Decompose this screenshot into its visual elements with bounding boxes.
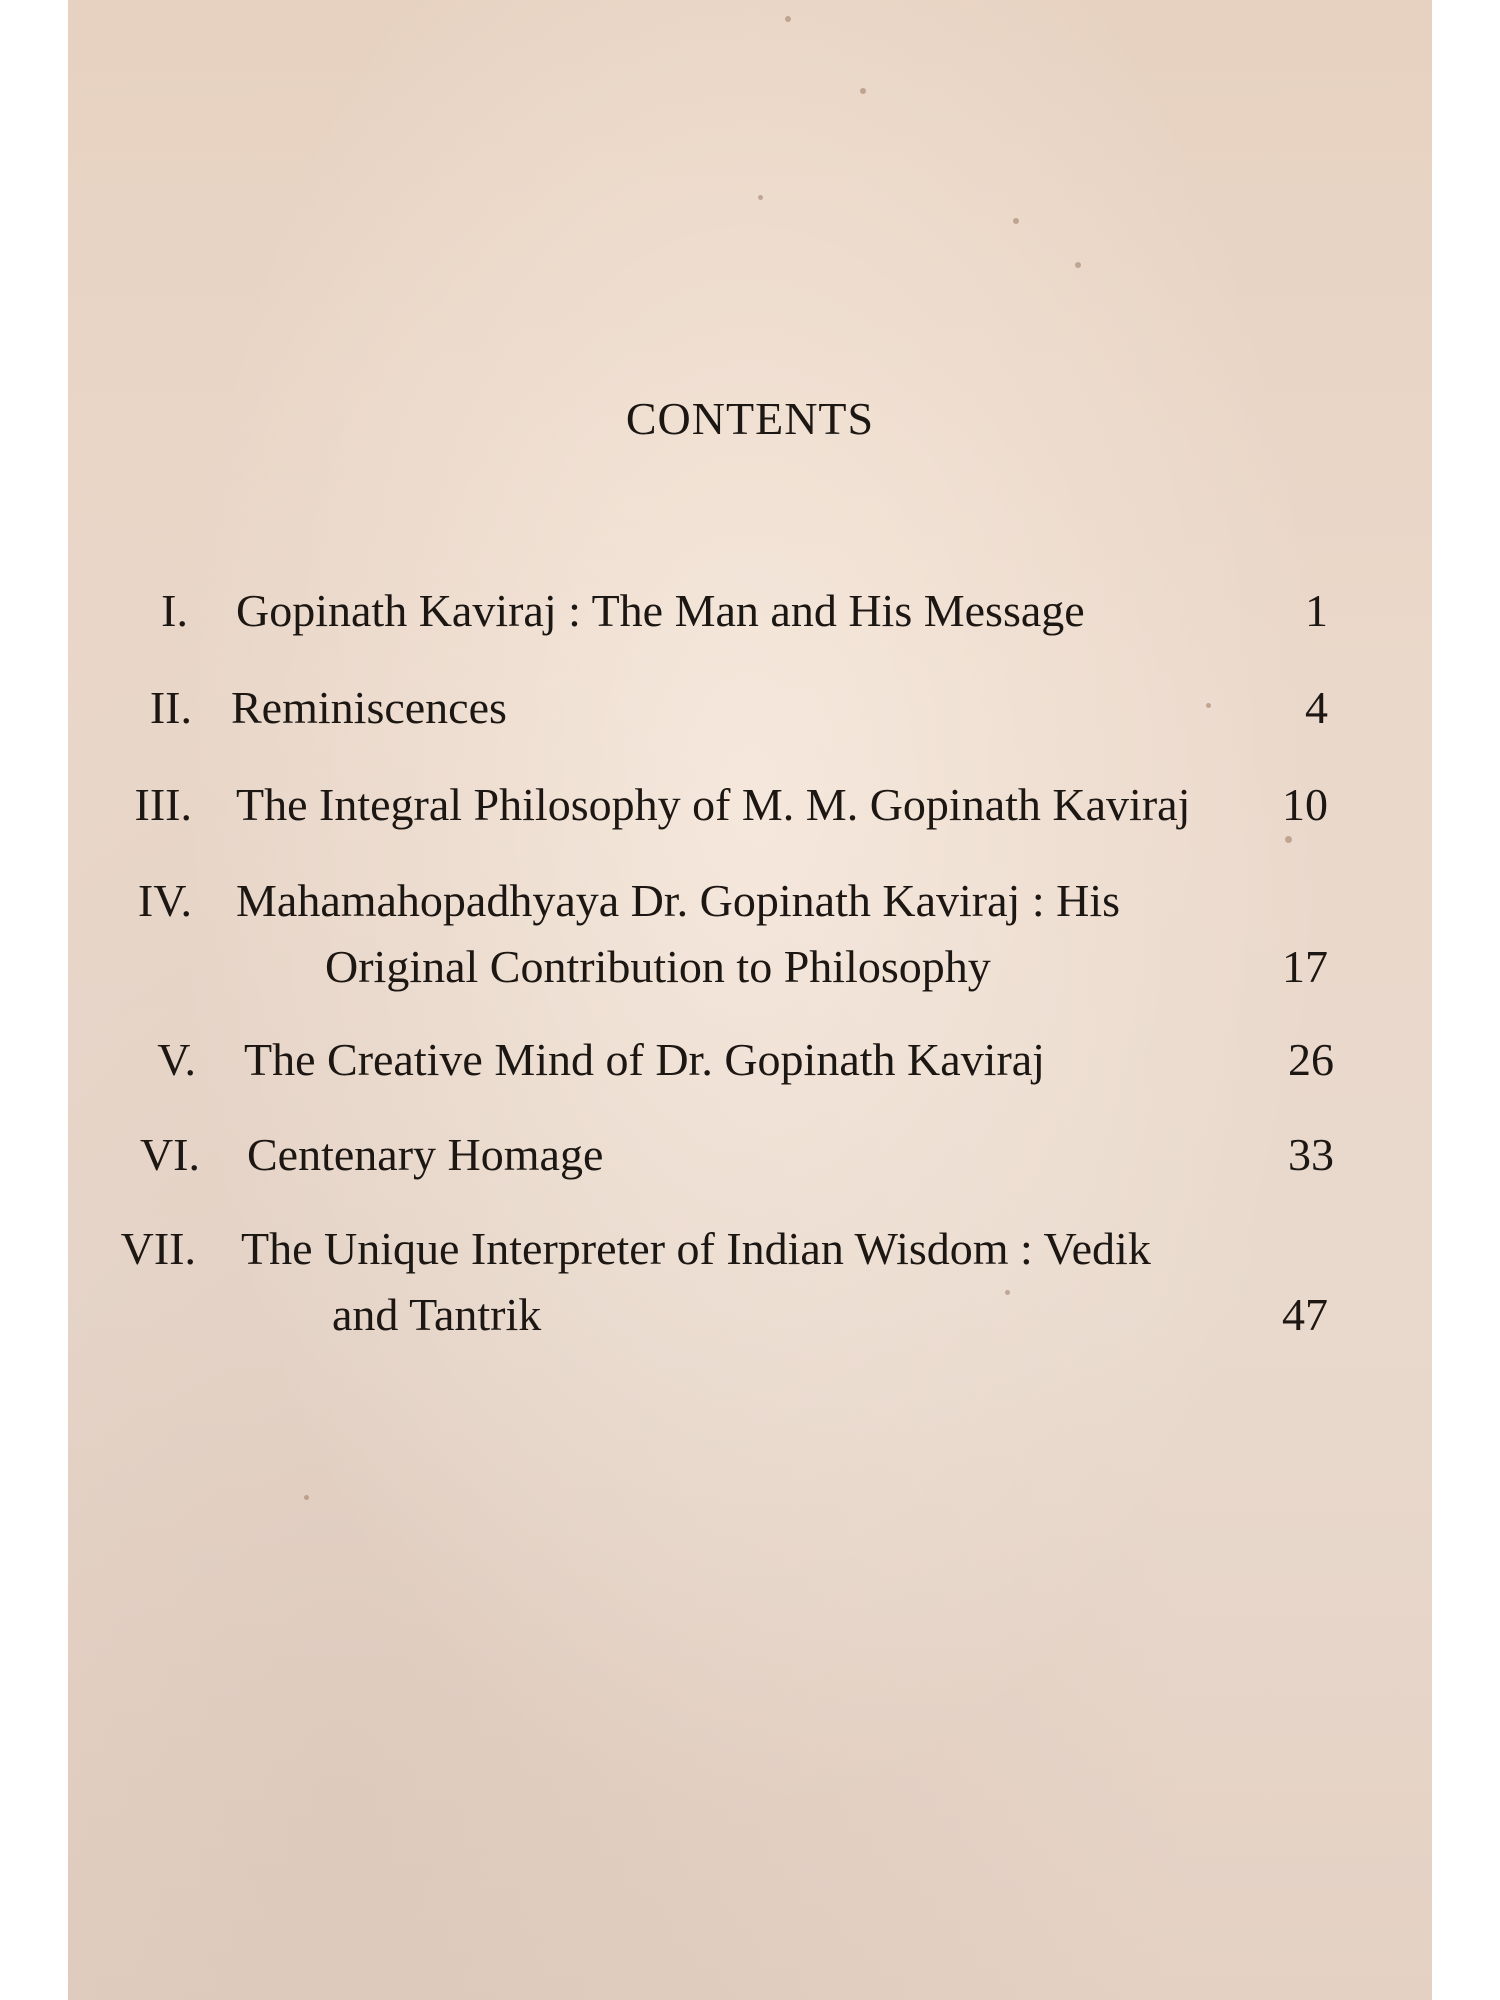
toc-title: The Integral Philosophy of M. M. Gopinath Kaviraj xyxy=(236,779,1191,830)
toc-numeral: I. xyxy=(161,585,188,636)
toc-numeral: II. xyxy=(149,682,192,733)
toc-entry xyxy=(68,1216,1432,1356)
toc-page-number: 10 xyxy=(1282,779,1328,830)
toc-title-continuation: Original Contribution to Philosophy xyxy=(325,941,991,992)
toc-page-number: 17 xyxy=(1282,941,1328,992)
toc-entry xyxy=(68,1027,1432,1107)
toc-numeral: VII. xyxy=(120,1223,196,1274)
toc-title: Centenary Homage xyxy=(247,1129,604,1180)
toc-page-number: 1 xyxy=(1305,585,1328,636)
contents-heading: CONTENTS xyxy=(625,393,875,444)
toc-page-number: 4 xyxy=(1305,682,1328,733)
toc-title: The Creative Mind of Dr. Gopinath Kaviraj xyxy=(244,1034,1045,1085)
toc-page-number: 33 xyxy=(1288,1129,1334,1180)
toc-numeral: V. xyxy=(157,1034,196,1085)
toc-numeral: VI. xyxy=(139,1129,200,1180)
toc-title-continuation: and Tantrik xyxy=(332,1289,542,1340)
toc-entry xyxy=(68,578,1432,658)
book-page xyxy=(68,0,1432,2000)
paper-speck xyxy=(1075,262,1081,268)
toc-entry xyxy=(68,675,1432,755)
toc-title: The Unique Interpreter of Indian Wisdom : Vedik xyxy=(241,1223,1151,1274)
toc-entry xyxy=(68,868,1432,1008)
toc-entry xyxy=(68,772,1432,852)
paper-speck xyxy=(304,1495,309,1500)
paper-speck xyxy=(758,195,763,200)
toc-title: Mahamahopadhyaya Dr. Gopinath Kaviraj : His xyxy=(236,875,1120,926)
paper-speck xyxy=(785,16,791,22)
toc-numeral: III. xyxy=(134,779,192,830)
paper-speck xyxy=(1013,218,1019,224)
toc-page-number: 26 xyxy=(1288,1034,1334,1085)
toc-title: Gopinath Kaviraj : The Man and His Message xyxy=(236,585,1085,636)
toc-title: Reminiscences xyxy=(231,682,507,733)
toc-entry xyxy=(68,1122,1432,1202)
paper-speck xyxy=(860,88,866,94)
toc-numeral: IV. xyxy=(137,875,192,926)
toc-page-number: 47 xyxy=(1282,1289,1328,1340)
